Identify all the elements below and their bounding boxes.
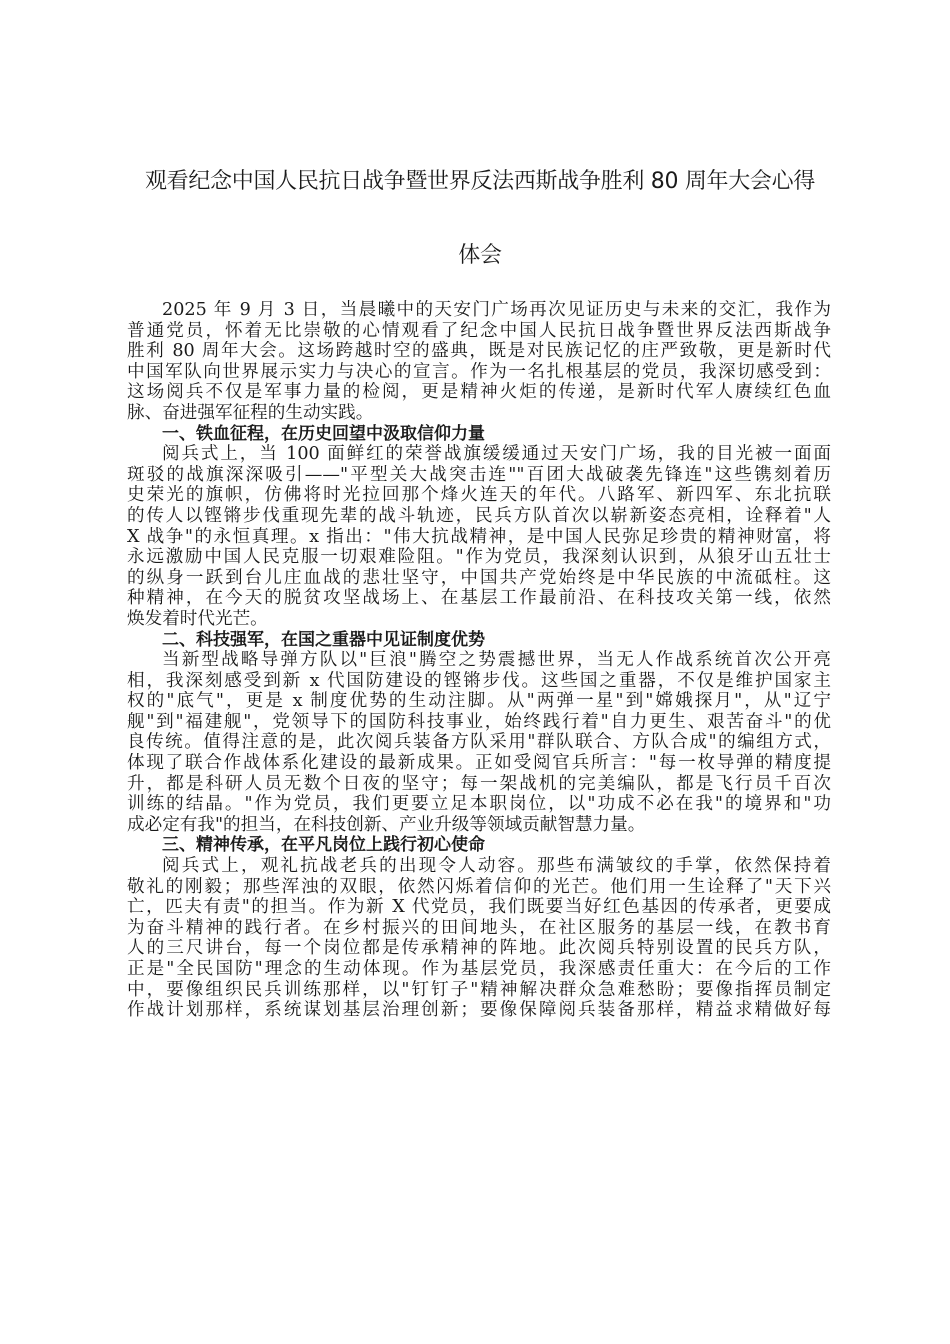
section-1-line: 种精神，在今天的脱贫攻坚战场上、在基层工作最前沿、在科技攻关第一线，依然 (127, 588, 831, 609)
section-3-line: 亡，匹夫有责"的担当。作为新 X 代党员，我们既要当好红色基因的传承者，更要成 (127, 897, 831, 918)
section-1-line: 焕发着时代光芒。 (127, 608, 268, 629)
intro-line: 中国军队向世界展示实力与决心的宣言。作为一名扎根基层的党员，我深切感受到： (127, 361, 831, 382)
intro-line: 胜利 80 周年大会。这场跨越时空的盛典，既是对民族记忆的庄严致敬，更是新时代 (127, 341, 831, 362)
intro-line: 这场阅兵不仅是军事力量的检阅，更是精神火炬的传递，是新时代军人赓续红色血 (127, 382, 831, 403)
section-3-line: 阅兵式上，观礼抗战老兵的出现令人动容。那些布满皱纹的手掌，依然保持着 (162, 856, 831, 877)
section-heading-3: 三、精神传承，在平凡岗位上践行初心使命 (162, 835, 485, 856)
section-heading-1: 一、铁血征程，在历史回望中汲取信仰力量 (162, 423, 485, 444)
section-3-line: 中，要像组织民兵训练那样，以"钉钉子"精神解决群众急难愁盼；要像指挥员制定 (127, 979, 831, 1000)
section-3-line: 正是"全民国防"理念的生动体现。作为基层党员，我深感责任重大：在今后的工作 (127, 959, 831, 979)
section-1-line: 永远激励中国人民克服一切艰难险阻。"作为党员，我深刻认识到，从狼牙山五壮士 (127, 547, 831, 568)
section-2-line: 升，都是科研人员无数个日夜的坚守；每一架战机的完美编队，都是飞行员千百次 (127, 773, 831, 794)
section-3-line: 人的三尺讲台，每一个岗位都是传承精神的阵地。此次阅兵特别设置的民兵方队， (127, 938, 831, 959)
section-1-line: 史荣光的旗帜，仿佛将时光拉回那个烽火连天的年代。八路军、新四军、东北抗联 (127, 485, 831, 506)
intro-line: 2025 年 9 月 3 日，当晨曦中的天安门广场再次见证历史与未来的交汇，我作为 (162, 300, 831, 320)
section-1-line: 的纵身一跃到台儿庄血战的悲壮坚守，中国共产党始终是中华民族的中流砥柱。这 (127, 567, 831, 588)
section-1-line: 的传人以铿锵步伐重现先辈的战斗轨迹，民兵方队首次以崭新姿态亮相，诠释着"人 (127, 505, 831, 526)
section-2-line: 成必定有我"的担当，在科技创新、产业升级等领域贡献智慧力量。 (127, 814, 646, 835)
document-title-line-2: 体会 (458, 243, 502, 268)
section-2-line: 权的"底气"，更是 x 制度优势的生动注脚。从"两弹一星"到"嫦娥探月"，从"辽宁 (127, 691, 831, 712)
section-3-line: 为奋斗精神的践行者。在乡村振兴的田间地头，在社区服务的基层一线，在教书育 (127, 917, 831, 938)
section-1-line: 阅兵式上，当 100 面鲜红的荣誉战旗缓缓通过天安门广场，我的目光被一面面 (162, 444, 831, 465)
section-2-line: 相，我深刻感受到新 x 代国防建设的铿锵步伐。这些国之重器，不仅是维护国家主 (127, 670, 831, 691)
section-1-line: 斑驳的战旗深深吸引——"平型关大战突击连""百团大战破袭先锋连"这些镌刻着历 (127, 464, 831, 485)
section-1-line: X 战争"的永恒真理。x 指出："伟大抗战精神，是中国人民弥足珍贵的精神财富，将 (127, 526, 831, 547)
document-body (127, 300, 831, 1021)
section-2-line: 训练的结晶。"作为党员，我们更要立足本职岗位，以"功成不必在我"的境界和"功 (127, 794, 831, 815)
intro-line: 脉、奋进强军征程的生动实践。 (127, 402, 374, 423)
document-title-line-1: 观看纪念中国人民抗日战争暨世界反法西斯战争胜利 80 周年大会心得 (144, 169, 816, 194)
section-3-line: 作战计划那样，系统谋划基层治理创新；要像保障阅兵装备那样，精益求精做好每 (127, 1000, 831, 1021)
intro-line: 普通党员，怀着无比崇敬的心情观看了纪念中国人民抗日战争暨世界反法西斯战争 (127, 320, 831, 341)
section-2-line: 当新型战略导弹方队以"巨浪"腾空之势震撼世界，当无人作战系统首次公开亮 (162, 650, 831, 671)
section-2-line: 良传统。值得注意的是，此次阅兵装备方队采用"群队联合、方队合成"的编组方式， (127, 732, 831, 753)
section-3-line: 敬礼的刚毅；那些浑浊的双眼，依然闪烁着信仰的光芒。他们用一生诠释了"天下兴 (127, 876, 831, 897)
section-2-line: 舰"到"福建舰"，党领导下的国防科技事业，始终践行着"自力更生、艰苦奋斗"的优 (127, 711, 831, 732)
section-2-line: 体现了联合作战体系化建设的最新成果。正如受阅官兵所言："每一枚导弹的精度提 (127, 753, 831, 774)
section-heading-2: 二、科技强军，在国之重器中见证制度优势 (162, 629, 485, 650)
